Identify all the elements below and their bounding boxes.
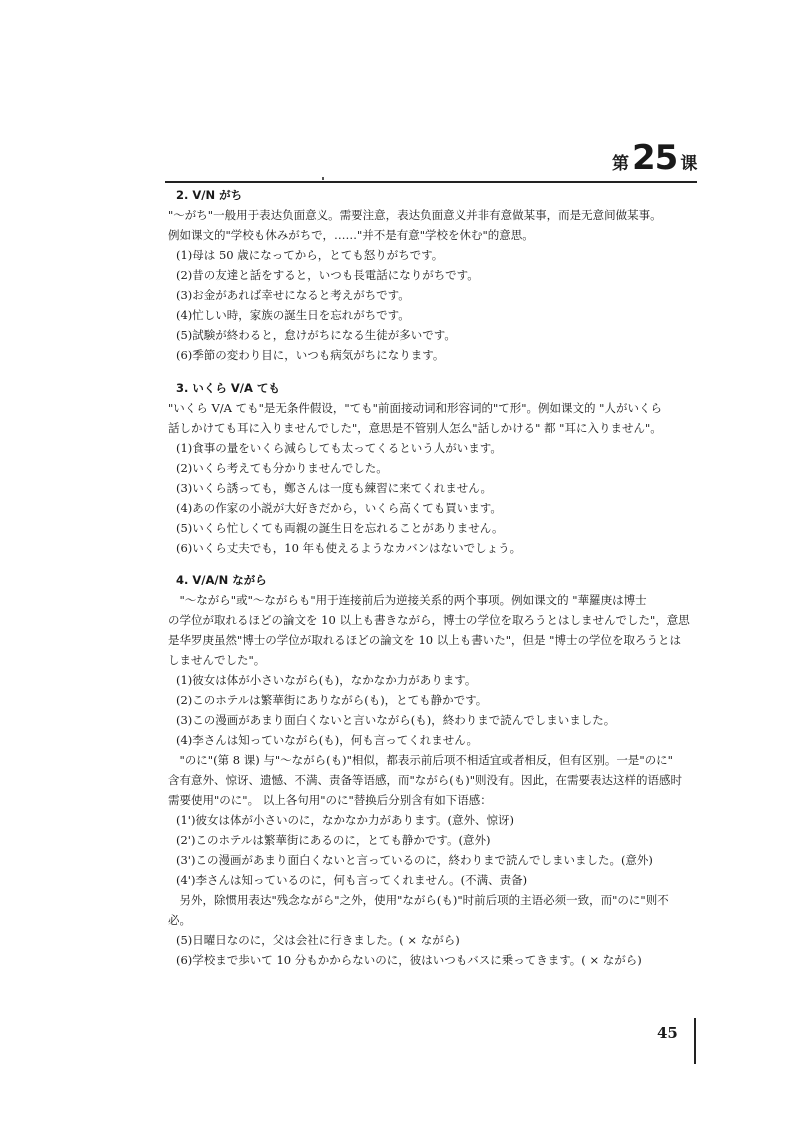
- page-number: 45: [657, 1024, 678, 1042]
- example-line: (3)この漫画があまり面白くないと言いながら(も)，終わりまで読んでしまいました。: [176, 713, 616, 727]
- example-line: (2)このホテルは繁華街にありながら(も)，とても静かです。: [176, 693, 488, 707]
- example-line: (1)彼女は体が小さいながら(も)，なかなか力があります。: [176, 673, 477, 687]
- speck: [322, 177, 324, 180]
- example-line: (6)学校まで歩いて 10 分もかからないのに，彼はいつもバスに乗ってきます。( × ながら): [176, 953, 642, 967]
- section-vn-gachi: [168, 185, 702, 365]
- lesson-number: 25: [632, 138, 678, 178]
- lesson-prefix: 第: [612, 154, 629, 174]
- comparison-line: 需要使用"のに"。 以上各句用"のに"替换后分别含有如下语感：: [168, 793, 492, 807]
- note-line: 另外，除惯用表达"残念ながら"之外，使用"ながら(も)"时前后项的主语必须一致，而"のに"则不: [168, 893, 669, 907]
- example-line: (5)試験が終わると，怠けがちになる生徒が多いです。: [176, 328, 456, 342]
- example-line: (3)いくら誘っても，鄭さんは一度も練習に来てくれません。: [176, 481, 492, 495]
- example-line: (4)忙しい時，家族の誕生日を忘れがちです。: [176, 308, 410, 322]
- example-line: (3')この漫画があまり面白くないと言っているのに，終わりまで読んでしまいました。(意外): [176, 853, 653, 867]
- example-line: (2)昔の友達と話をすると，いつも長電話になりがちです。: [176, 268, 479, 282]
- note-line: 必。: [168, 913, 191, 927]
- comparison-line: 含有意外、惊讶、遗憾、不满、责备等语感，而"ながら(も)"则没有。因此，在需要表达这样的语感时: [168, 773, 683, 787]
- example-line: (4)あの作家の小説が大好きだから，いくら高くても買います。: [176, 501, 502, 515]
- example-line: (4')李さんは知っているのに，何も言ってくれません。(不满、责备): [176, 873, 528, 887]
- paragraph-line: "～ながら"或"～ながらも"用于连接前后为逆接关系的两个事项。例如课文的 "華羅庚は博士: [168, 593, 647, 607]
- section-title: 4. V/A/N ながら: [176, 573, 267, 587]
- example-line: (2')このホテルは繁華街にあるのに，とても静かです。(意外): [176, 833, 491, 847]
- example-line: (5)いくら忙しくても両親の誕生日を忘れることがありません。: [176, 521, 504, 535]
- page-number-bar: [694, 1018, 696, 1064]
- paragraph-line: 例如课文的"学校も休みがちで，……"并不是有意"学校を休む"的意思。: [168, 228, 534, 242]
- section-title: 2. V/N がち: [176, 188, 243, 202]
- comparison-line: "のに"(第 8 课) 与"～ながら(も)"相似，都表示前后项不相适宜或者相反，但有区别。一是"のに": [168, 753, 673, 767]
- lesson-suffix: 课: [680, 154, 698, 174]
- example-line: (3)お金があれば幸せになると考えがちです。: [176, 288, 410, 302]
- section-title: 3. いくら V/A ても: [176, 381, 280, 395]
- paragraph-line: 是华罗庚虽然"博士の学位が取れるほどの論文を 10 以上も書いた"，但是 "博士の学位を取ろうとは: [168, 633, 681, 647]
- lesson-heading: [612, 138, 697, 182]
- example-line: (4)李さんは知っていながら(も)，何も言ってくれません。: [176, 733, 478, 747]
- example-line: (1)母は 50 歳になってから，とても怒りがちです。: [176, 248, 444, 262]
- example-line: (5)日曜日なのに，父は会社に行きました。( × ながら): [176, 933, 460, 947]
- section-ikura-temo: [168, 378, 702, 558]
- example-line: (1')彼女は体が小さいのに，なかなか力があります。(意外、惊讶): [176, 813, 515, 827]
- paragraph-line: の学位が取れるほどの論文を 10 以上も書きながら，博士の学位を取ろうとはしませんでした"，意思: [168, 613, 690, 627]
- example-line: (6)季節の変わり目に，いつも病気がちになります。: [176, 348, 445, 362]
- paragraph-line: "～がち"一般用于表达负面意义。需要注意，表达负面意义并非有意做某事，而是无意间做某事。: [168, 208, 662, 222]
- paragraph-line: しませんでした"。: [168, 653, 266, 667]
- header-rule: [165, 181, 697, 183]
- example-line: (1)食事の量をいくら減らしても太ってくるという人がいます。: [176, 441, 502, 455]
- example-line: (2)いくら考えても分かりませんでした。: [176, 461, 388, 475]
- paragraph-line: 話しかけても耳に入りませんでした"，意思是不管别人怎么"話しかける" 都 "耳に入りません"。: [168, 421, 662, 435]
- section-nagara: [168, 570, 702, 970]
- example-line: (6)いくら丈夫でも，10 年も使えるようなカバンはないでしょう。: [176, 541, 522, 555]
- paragraph-line: "いくら V/A ても"是无条件假设，"ても"前面接动词和形容词的"て形"。例如课文的 "人がいくら: [168, 401, 662, 415]
